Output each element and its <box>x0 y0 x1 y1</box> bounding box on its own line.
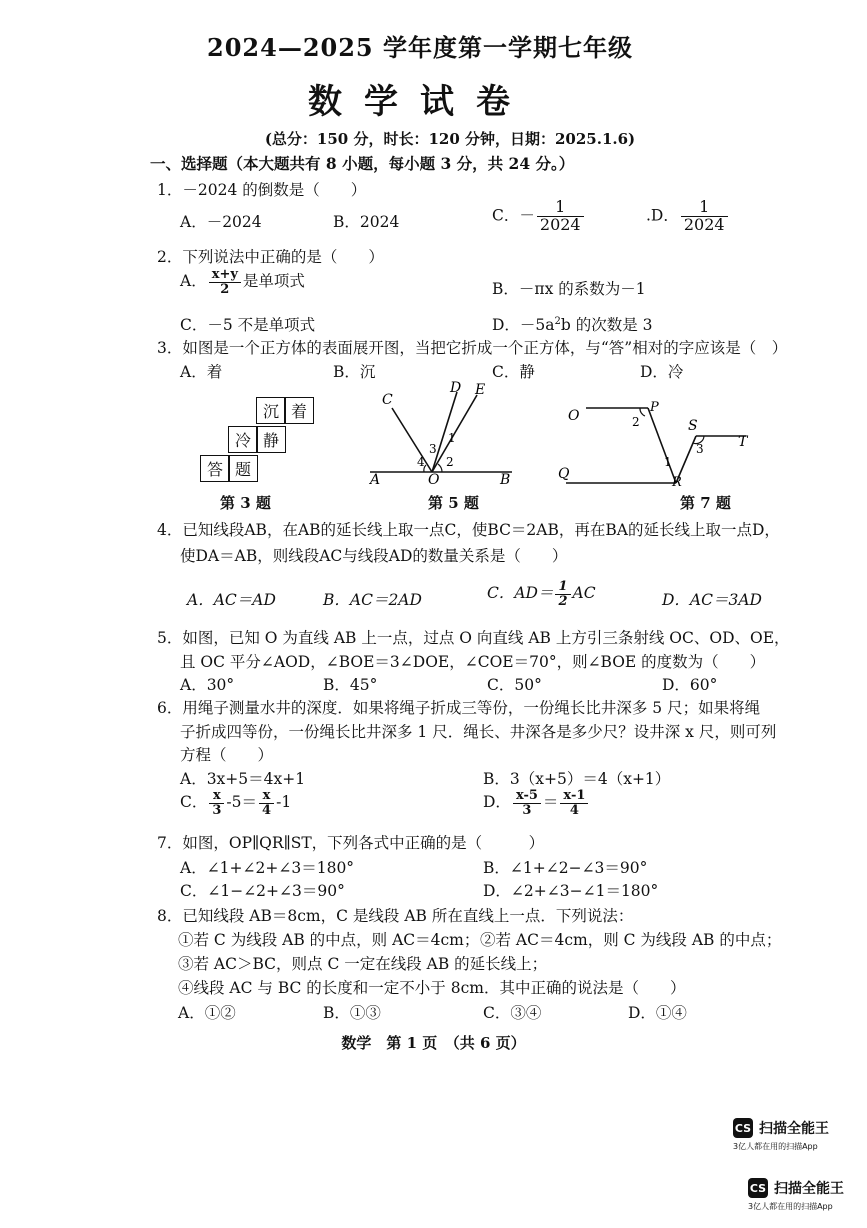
q8-option-d: D．①④ <box>628 1004 687 1022</box>
q5-line2: 且 OC 平分∠AOD，∠BOE＝3∠DOE，∠COE＝70°，则∠BOE 的度数为（ ） <box>180 653 766 671</box>
q6-option-c <box>180 789 291 817</box>
label-b: B <box>500 472 511 488</box>
q6-c-num1: x <box>209 789 224 804</box>
q5-option-b: B．45° <box>323 676 378 694</box>
q7-option-d: D．∠2+∠3−∠1＝180° <box>483 882 659 900</box>
q6-line1: 6．用绳子测量水井的深度．如果将绳子折成三等份，一份绳长比井深多 5 尺；如果将绳 <box>157 699 761 717</box>
label-c: C <box>382 392 393 408</box>
cube-net-figure <box>196 396 326 491</box>
label-r: R <box>672 475 682 490</box>
q4-c-den: 2 <box>558 593 568 609</box>
q6-d-label: D． <box>483 793 511 812</box>
q6-option-d <box>483 789 590 817</box>
q1-c-fraction <box>537 199 584 234</box>
q4-option-a: A．AC＝AD <box>187 591 276 609</box>
q4-c-pre: C．AD＝ <box>487 584 554 603</box>
q6-d-fraction-1 <box>513 789 541 817</box>
q8-statement-3: ③若 AC＞BC，则点 C 一定在线段 AB 的延长线上； <box>178 955 548 973</box>
scanner-logo-icon: CS <box>733 1118 753 1138</box>
label-angle-3: 3 <box>696 442 704 456</box>
label-t: T <box>738 434 748 450</box>
label-q: Q <box>558 466 570 482</box>
angle-arc-2 <box>640 408 645 416</box>
q1-c-sign: － <box>519 206 535 225</box>
angle-rays-figure <box>362 380 522 490</box>
q7-option-b: B．∠1+∠2−∠3＝90° <box>483 859 648 877</box>
q2-stem: 2．下列说法中正确的是（ ） <box>157 248 384 266</box>
q4-c-num: 1 <box>555 580 570 595</box>
parallel-lines-figure <box>556 396 756 491</box>
q3-option-a: A．着 <box>180 363 223 381</box>
scanner-tagline: 3亿人都在用的扫描App <box>733 1142 818 1151</box>
q3-option-b: B．沉 <box>333 363 376 381</box>
label-angle-2: 2 <box>632 415 640 429</box>
label-angle-1: 1 <box>448 431 456 445</box>
q5-option-c: C．50° <box>487 676 542 694</box>
q4-c-post: AC <box>572 584 596 603</box>
net-cell-zhuo: 着 <box>284 397 314 424</box>
q8-option-c: C．③④ <box>483 1004 542 1022</box>
q6-d-den2: 4 <box>569 802 579 818</box>
q4-option-d: D．AC＝3AD <box>662 591 762 609</box>
q3-stem: 3．如图是一个正方体的表面展开图，当把它折成一个正方体，与“答”相对的字应该是（ ） <box>157 339 788 357</box>
q1-option-a: A．－2024 <box>180 213 262 231</box>
q2-option-d <box>492 313 653 335</box>
q6-c-fraction-2 <box>259 789 274 817</box>
q2-option-c: C．－5 不是单项式 <box>180 316 316 334</box>
net-cell-da: 答 <box>200 455 230 482</box>
scanner-logo-icon: CS <box>748 1178 768 1198</box>
q8-option-b: B．①③ <box>323 1004 381 1022</box>
exam-info: (总分：150 分，时长：120 分钟，日期：2025.1.6) <box>264 130 636 148</box>
q1-option-d <box>646 199 730 234</box>
q1-d-den: 2024 <box>683 214 725 234</box>
q6-c-num2: x <box>259 789 274 804</box>
q1-c-num: 1 <box>537 199 584 217</box>
fig7-caption: 第 7 题 <box>680 494 731 512</box>
q8-stem: 8．已知线段 AB＝8cm，C 是线段 AB 所在直线上一点．下列说法： <box>157 907 634 925</box>
q6-c-fraction-1 <box>209 789 224 817</box>
q2-option-a <box>180 268 305 296</box>
q5-option-a: A．30° <box>180 676 235 694</box>
label-d: D <box>450 380 462 396</box>
net-cell-jing: 静 <box>256 426 286 453</box>
q6-line2: 子折成四等份，一份绳长比井深多 1 尺．绳长、井深各是多少尺？设井深 x 尺，则可列 <box>180 723 777 741</box>
q8-statement-2: ②若 AC＝4cm，则 C 为线段 AB 的中点； <box>480 931 782 949</box>
exam-year-title: 2024—2025 学年度第一学期七年级 <box>207 33 633 62</box>
q6-option-b: B．3（x+5）＝4（x+1） <box>483 770 671 788</box>
q2-option-b: B．－πx 的系数为－1 <box>492 280 646 298</box>
label-angle-3: 3 <box>429 442 437 456</box>
q6-c-label: C． <box>180 793 208 812</box>
q6-d-num1: x-5 <box>513 789 541 804</box>
q7-option-c: C．∠1−∠2+∠3＝90° <box>180 882 345 900</box>
label-o: O <box>428 472 440 488</box>
q2-a-text: 是单项式 <box>242 272 305 291</box>
q6-c-den2: 4 <box>262 802 272 818</box>
q1-d-label: .D． <box>646 206 679 225</box>
q8-statement-4: ④线段 AC 与 BC 的长度和一定不小于 8cm．其中正确的说法是（ ） <box>178 979 686 997</box>
q6-d-mid: ＝ <box>542 793 559 812</box>
q6-c-den1: 3 <box>212 802 222 818</box>
q6-d-den1: 3 <box>522 802 532 818</box>
net-cell-chen: 沉 <box>256 397 286 424</box>
q6-c-mid: -5＝ <box>226 793 258 812</box>
q1-option-b: B．2024 <box>333 213 400 231</box>
ray-oc <box>392 408 432 472</box>
label-a: A <box>370 472 381 488</box>
label-angle-2: 2 <box>446 455 454 469</box>
q6-line3: 方程（ ） <box>180 746 274 764</box>
label-angle-1: 1 <box>664 455 672 469</box>
scanner-tagline: 3亿人都在用的扫描App <box>748 1202 833 1211</box>
fig3-caption: 第 3 题 <box>220 494 271 512</box>
q8-option-a: A．①② <box>178 1004 236 1022</box>
q5-option-d: D．60° <box>662 676 718 694</box>
label-angle-4: 4 <box>417 455 425 469</box>
q2-a-den: 2 <box>220 281 230 297</box>
q7-option-a: A．∠1+∠2+∠3＝180° <box>180 859 355 877</box>
q3-option-d: D．冷 <box>640 363 684 381</box>
q7-stem: 7．如图，OP∥QR∥ST，下列各式中正确的是（ ） <box>157 834 545 852</box>
q4-line1: 4．已知线段AB，在AB的延长线上取一点C，使BC＝2AB，再在BA的延长线上取一点D， <box>157 521 780 539</box>
q4-line2: 使DA＝AB，则线段AC与线段AD的数量关系是（ ） <box>180 547 568 565</box>
label-s: S <box>688 418 698 434</box>
q2-d-post: b 的次数是 3 <box>560 316 653 334</box>
q2-a-fraction <box>209 268 241 296</box>
q4-option-b: B．AC＝2AD <box>323 591 422 609</box>
q1-d-fraction <box>681 199 728 234</box>
q3-option-c: C．静 <box>492 363 535 381</box>
section-heading: 一、选择题（本大题共有 8 小题，每小题 3 分，共 24 分。） <box>150 154 575 173</box>
q1-d-num: 1 <box>681 199 728 217</box>
q4-c-fraction <box>555 580 570 608</box>
q2-d-sup: 2 <box>554 315 561 327</box>
scanner-watermark-1 <box>733 1118 829 1152</box>
q4-option-c <box>487 580 596 608</box>
q1-c-label: C． <box>492 206 520 225</box>
label-o: O <box>568 408 580 424</box>
label-e: E <box>475 382 486 398</box>
q6-d-fraction-2 <box>560 789 588 817</box>
q1-stem: 1．－2024 的倒数是（ ） <box>157 181 367 199</box>
fig5-caption: 第 5 题 <box>428 494 479 512</box>
q1-c-den: 2024 <box>539 214 581 234</box>
scanner-brand: 扫描全能王 <box>774 1181 844 1197</box>
q6-d-num2: x-1 <box>560 789 588 804</box>
q6-c-end: -1 <box>276 793 292 812</box>
q5-line1: 5．如图，已知 O 为直线 AB 上一点，过点 O 向直线 AB 上方引三条射线 OC、OD、OE， <box>157 629 790 647</box>
exam-subject-title: 数学试卷 <box>308 82 532 122</box>
label-p: P <box>650 400 659 415</box>
net-cell-leng: 冷 <box>228 426 258 453</box>
scanner-watermark-2 <box>748 1178 844 1212</box>
q6-option-a: A．3x+5＝4x+1 <box>180 770 306 788</box>
net-cell-ti: 题 <box>228 455 258 482</box>
scanner-brand: 扫描全能王 <box>759 1121 829 1137</box>
q8-statement-1: ①若 C 为线段 AB 的中点，则 AC＝4cm； <box>178 931 480 949</box>
q2-a-label: A． <box>180 272 207 291</box>
q2-d-pre: D．－5a <box>492 316 555 334</box>
q2-a-num: x+y <box>209 268 241 283</box>
q1-option-c <box>492 199 586 234</box>
angle-arc-2 <box>438 464 442 472</box>
segment-pr <box>648 408 676 483</box>
page-footer: 数学 第 1 页 （共 6 页） <box>341 1034 526 1052</box>
